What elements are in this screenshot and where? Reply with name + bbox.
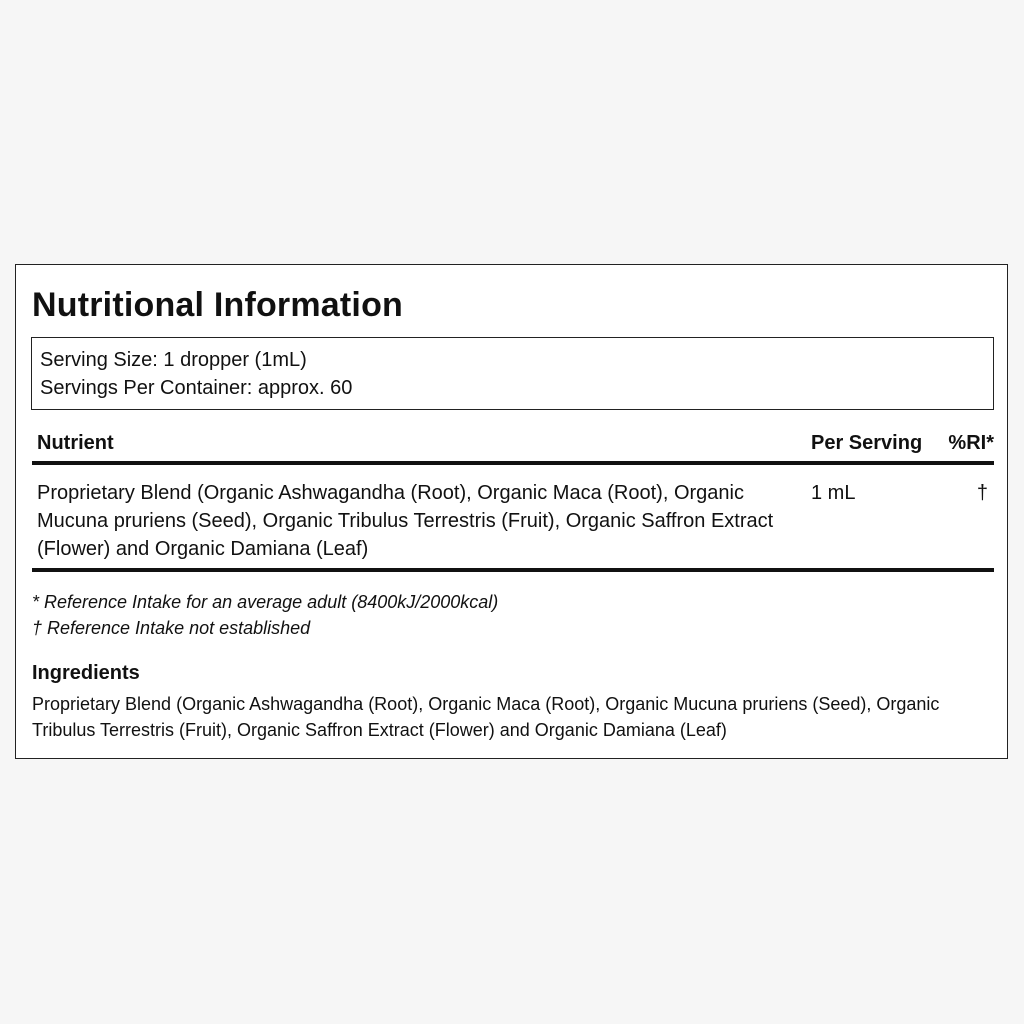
header-ri: %RI* (948, 432, 994, 454)
panel-title: Nutritional Information (32, 286, 404, 324)
row-ri: † (976, 482, 988, 504)
serving-info-box (31, 337, 994, 410)
nutrition-panel (15, 264, 1008, 759)
serving-size: Serving Size: 1 dropper (1mL) (40, 349, 307, 371)
footnotes (32, 589, 498, 641)
ingredients-text: Proprietary Blend (Organic Ashwagandha (Root), Organic Maca (Root), Organic Mucuna pruriens (Seed), Organic Tribulus Terrestris (Fruit), Organic Saffron Extract (Flower) and Organic Damiana (Leaf) (32, 694, 940, 740)
row-per-serving: 1 mL (811, 482, 856, 504)
footnote-reference-intake: * Reference Intake for an average adult (8400kJ/2000kcal) (32, 592, 499, 612)
ingredients-heading: Ingredients (32, 662, 140, 684)
row-nutrient: Proprietary Blend (Organic Ashwagandha (Root), Organic Maca (Root), Organic Mucuna pruriens (Seed), Organic Tribulus Terrestris (Fruit), Organic Saffron Extract (Flower) and Organic Damiana (Leaf) (37, 482, 774, 560)
footnote-not-established: † Reference Intake not established (32, 618, 311, 638)
table-divider-top (32, 461, 994, 465)
servings-per-container: Servings Per Container: approx. 60 (40, 377, 353, 399)
header-per-serving: Per Serving (811, 432, 923, 454)
header-nutrient: Nutrient (37, 432, 114, 454)
table-divider-bottom (32, 568, 994, 572)
table-header (32, 429, 994, 461)
